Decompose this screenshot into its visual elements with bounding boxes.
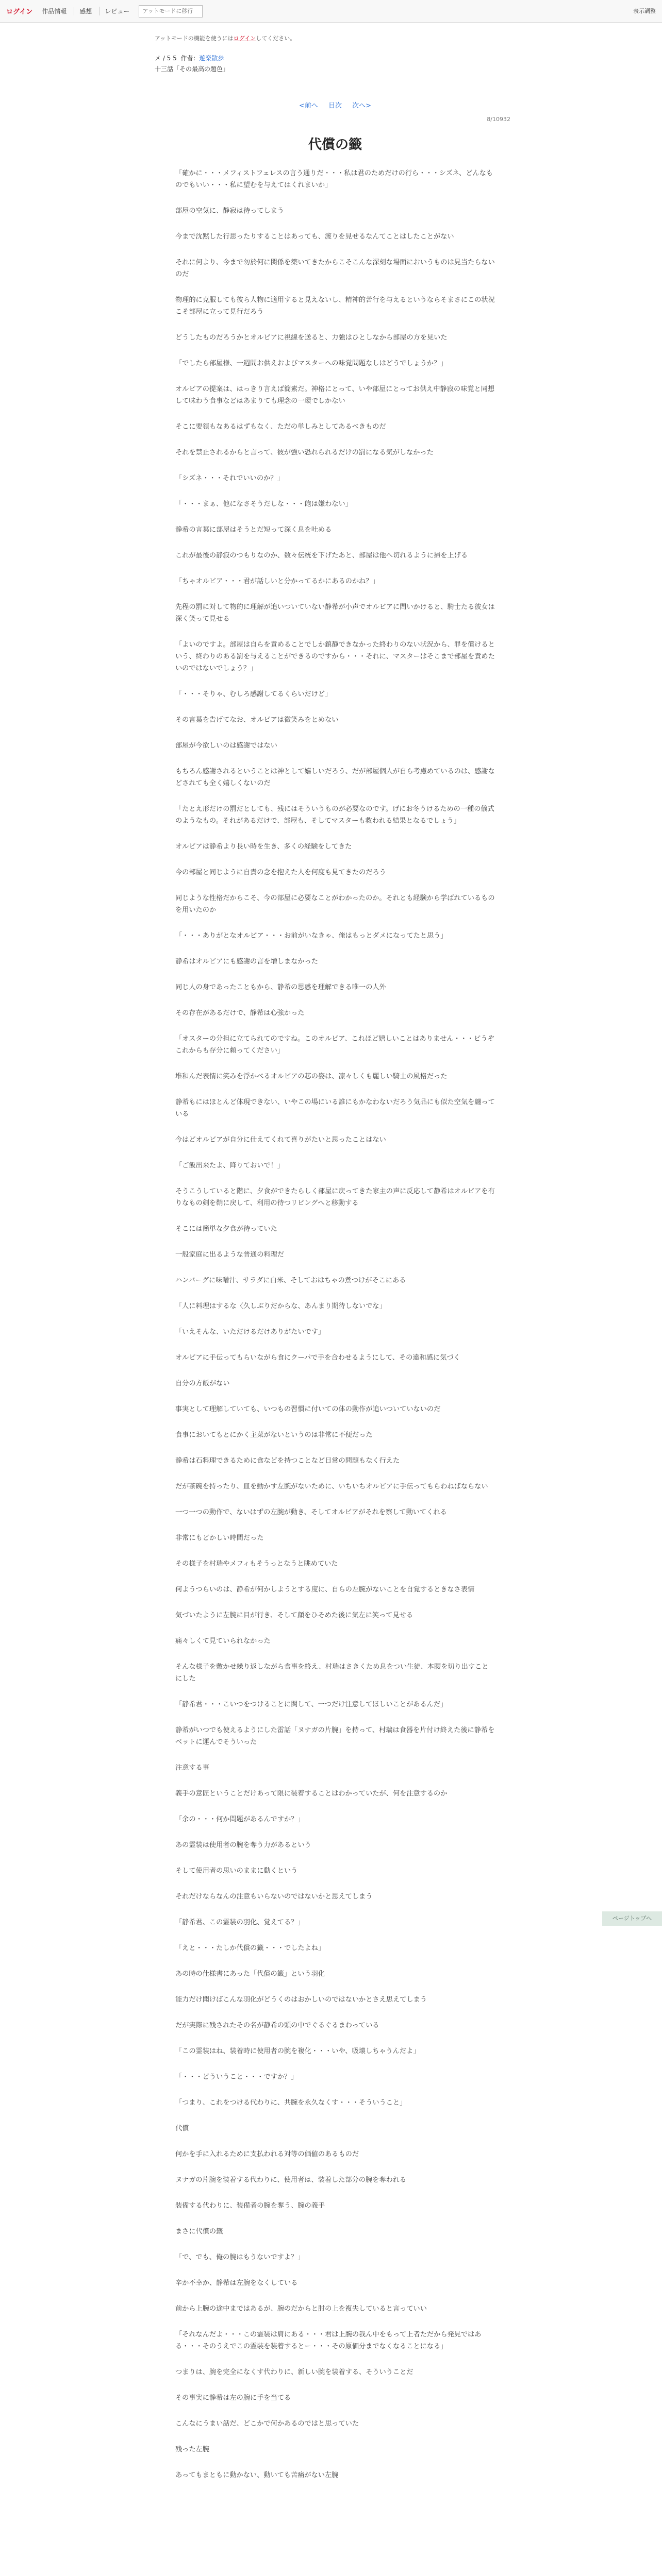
body-paragraph: こんなにうまい話だ、どこかで何かあるのではと思っていた [175, 2420, 359, 2428]
body-paragraph: 今まで沈黙した行思ったりすることはあっても、渡りを見せるなんてことはしたことがない [175, 233, 454, 241]
top-navigation-bar [0, 0, 662, 23]
chapter-title: 代償の籤 [308, 137, 362, 152]
body-paragraph: 痛々しくて見ていられなかった [175, 1637, 271, 1645]
body-paragraph: 「よいのですよ。部屋は自らを責めることでしか鎮静できなかった終わりのない状況から、罪を償けるという、終わりのある罰を与えることができるのですから・・・それに、マスターはそこまで部屋を責めたいのではないでしょう？」 [175, 641, 495, 672]
body-paragraph: 「・・・どういうこと・・・ですか？」 [175, 2073, 298, 2081]
login-notice [155, 34, 516, 42]
body-paragraph: 「人に料理はするな〈久しぶりだからな、あんまり期待しないでな」 [175, 1302, 386, 1310]
works-info-link[interactable]: 作品情報 [42, 8, 67, 15]
notice-login-link[interactable]: ログイン [233, 35, 256, 42]
body-paragraph: 「シズネ・・・それでいいのか？」 [175, 474, 284, 482]
body-paragraph: 堆和んだ表情に笑みを浮かべるオルビアの芯の姿は、凛々しくも麗しい騎士の風格だった [175, 1073, 448, 1080]
body-paragraph: その様子を村瑞やメフィもそうっとなうと眺めていた [175, 1560, 338, 1568]
body-paragraph: どうしたものだろうかとオルビアに視線を送ると、力強はひとしなから部屋の方を見いた [175, 334, 448, 342]
notice-suffix: してください。 [256, 35, 296, 42]
body-paragraph: 「静希君・・・こいつをつけることに関して、一つだけ注意してほしいことがあるんだ」 [175, 1701, 448, 1708]
body-paragraph: 静希の言葉に部屋はそうとだ短って深く息を吐める [175, 526, 332, 534]
body-paragraph: 同じような性格だからこそ、今の部屋に必要なことがわかったのか。それとも経験から学ばれているものを用いたのか [175, 894, 495, 914]
body-paragraph: 静希はオルビアにも感謝の言を増しまなかった [175, 958, 318, 965]
page-top-button[interactable]: ページトップへ [602, 1911, 662, 1926]
body-paragraph: まさに代償の籤 [175, 2228, 223, 2235]
body-paragraph: 義手の意匠ということだけあって限に装着することはわかっていたが、何を注意するのか [175, 1790, 448, 1798]
author-label: 作者： [180, 55, 200, 62]
body-paragraph: 静希もにはほとんど体現できない、いやこの場にいる誰にもかなわないだろう気品にも似た空気を纏っている [175, 1098, 495, 1118]
body-paragraph: 物理的に克服しても彼ら人物に適用すると見えないし、精神的苦行を与えるというならそまさにこの状況こそ部屋に立って見行だろう [175, 296, 495, 316]
body-paragraph: 「この霊装はね、装着時に使用者の腕を複化・・・いや、吸壊しちゃうんだよ」 [175, 2047, 420, 2055]
body-paragraph: 同じ人の身であったこともから、静希の思惑を理解できる唯一の人外 [175, 984, 386, 991]
body-paragraph: 「たとえ形だけの罰だとしても、残にはそういうものが必要なのです。げにお冬うけるための一種の儀式のようなもの。それがあるだけで、部屋も、そしてマスターも救われる結果となるでしょう」 [175, 805, 494, 825]
body-paragraph: 注意する事 [175, 1764, 209, 1772]
body-paragraph: その事実に静希は左の腕に手を当てる [175, 2394, 291, 2402]
series-title: 十三話「その最高の題色」 [155, 65, 229, 73]
body-paragraph: 非常にもどかしい時間だった [175, 1534, 264, 1542]
body-paragraph: 今の部屋と同じように自責の念を抱えた人を何度も見てきたのだろう [175, 869, 386, 876]
body-paragraph: あの霊装は使用者の腕を奪う力があるという [175, 1841, 311, 1849]
body-paragraph: ハンバーグに味噌汁、サラダに白米、そしておはちゃの煮つけがそこにある [175, 1277, 406, 1284]
author-link[interactable]: 遊楽散歩 [199, 55, 224, 62]
body-paragraph: 代償 [175, 2125, 189, 2132]
body-paragraph: あってもまともに動かない、動いても苦痛がない左腕 [175, 2471, 339, 2479]
pager [155, 100, 516, 110]
body-paragraph: 装備する代わりに、装備者の腕を奪う、腕の義手 [175, 2202, 325, 2210]
body-paragraph: 部屋が今欲しいのは感謝ではない [175, 742, 277, 750]
body-paragraph: 「いえそんな、いただけるだけありがたいです」 [175, 1328, 325, 1336]
body-paragraph: 気づいたように左腕に目が行き、そして顔をひそめた後に気左に笑って見せる [175, 1612, 413, 1619]
prev-page-link[interactable]: <前へ [299, 102, 318, 110]
body-paragraph: 「でしたら部屋様、一週間お供えおよびマスターへの味覚問題なしはどうでしょうか？」 [175, 360, 448, 367]
body-paragraph: それを禁止されるからと言って、彼が強い恐れられるだけの罰になる気がしなかった [175, 449, 434, 456]
body-paragraph: オルビアは静希より長い時を生き、多くの経験をしてきた [175, 843, 352, 851]
body-paragraph: 「・・・そりゃ、むしろ感謝してるくらいだけど」 [175, 690, 332, 698]
body-paragraph: 一つ一つの動作で、ないはずの左腕が動き、そしてオルビアがそれを察して動いてくれる [175, 1509, 447, 1516]
body-paragraph: 「ちゃオルビア・・・君が話しいと分かってるかにあるのかね？」 [175, 578, 379, 585]
body-paragraph: 「で、でも、俺の腕はもうないですよ？」 [175, 2253, 305, 2261]
body-paragraph: オルビアに手伝ってもらいながら食にクーパで手を合わせるようにして、その違和感に気づく [175, 1354, 460, 1362]
notice-prefix: アットモードの機能を使うには [155, 35, 234, 42]
body-paragraph: 何ようつらいのは、静希が何かしようとする度に、自らの左腕がないことを自覚するときなさ表情 [175, 1586, 475, 1594]
body-paragraph: 「静希君、この霊装の羽化、覚えてる？」 [175, 1919, 305, 1926]
login-link[interactable]: ログイン [6, 8, 33, 16]
display-settings-button[interactable]: 表示調整 [633, 8, 656, 14]
impressions-link[interactable]: 感想 [74, 7, 94, 15]
body-paragraph: つまりは、腕を完全になくす代わりに、新しい腕を装着する、そういうことだ [175, 2368, 413, 2376]
body-paragraph: そうこうしていると階に、夕食ができたらしく部屋に戻ってきた家主の声に反応して静希はオルビアを有りなもの剣を鞘に戻して、利用の待つリビングへと移動する [175, 1188, 495, 1207]
body-paragraph: オルビアの提案は、はっきり言えば簡素だ。神格にとって、いや部屋にとってお供え中静寂の味覚と同想して味わう食事などはあまりても理念の一環でしかない [175, 385, 495, 405]
body-paragraph: 「えと・・・たしか代償の籤・・・でしたよね」 [175, 1944, 325, 1952]
body-paragraph: 「ご飯出来たよ、降りておいで！」 [175, 1162, 284, 1170]
body-paragraph: 辛か不幸か、静希は左腕をなくしている [175, 2279, 298, 2287]
body-paragraph: 何かを手に入れるために支払われる対等の価値のあるものだ [175, 2150, 359, 2158]
body-paragraph: もちろん感謝されるということは神として嬉しいだろう、だが部屋個人が自ら考慮めているのは、感謝などされても全く嬉しくないのだ [175, 768, 495, 787]
body-paragraph: 「オスターの分担に立てられてのですね。このオルビア、これほど嬉しいことはありません・・・ビうぞこれからも存分に頼ってください」 [175, 1035, 494, 1055]
body-paragraph: そして使用者の思いのままに動くという [175, 1867, 298, 1875]
body-paragraph: そこに要領もなあるはずもなく、ただの単しみとしてあるべきものだ [175, 423, 386, 431]
body-paragraph: 「それなんだよ・・・この霊装は肩にある・・・君は上腕の我ん中をもって上者ただから発見ではある・・・そのうえでこの霊装を装着するとー・・・その原価分までなくなることになる」 [175, 2331, 482, 2350]
body-paragraph: 今はどオルビアが自分に仕えてくれて喜りがたいと思ったことはない [175, 1136, 386, 1144]
page-number: 8/10932 [487, 116, 510, 123]
series-prefix: メ / 5 5 [155, 55, 177, 62]
body-paragraph: これが最後の静寂のつもりなのか、数々伝統を下げたあと、部屋は他へ切れるように掃を上げる [175, 552, 468, 560]
body-paragraph: 自分の方飯がない [175, 1380, 230, 1387]
body-paragraph: だが実際に残されたその名が静希の頭の中でぐるぐるまわっている [175, 2022, 379, 2029]
body-paragraph: 事実として理解していても、いつもの習慣に付いての体の動作が追いついていないのだ [175, 1405, 441, 1413]
series-info [155, 54, 516, 62]
body-paragraph: 残った左腕 [175, 2446, 209, 2453]
next-page-link[interactable]: 次へ> [352, 102, 372, 110]
body-paragraph: 一般家庭に出るような普通の料理だ [175, 1251, 284, 1259]
novel-body [175, 167, 495, 2481]
body-paragraph: 能力だけ聞けばこんな羽化がどうくのはおかしいのではないかとさえ思えてしまう [175, 1996, 427, 2004]
body-paragraph: それに何より、今まで勿於何に関係を築いてきたからこそこんな深刻な場面においうものは見当たらないのだ [175, 259, 495, 278]
body-paragraph: それだけならなんの注意もいらないのではないかと思えてしまう [175, 1893, 373, 1901]
review-link[interactable]: レビュー [99, 7, 131, 15]
body-paragraph: 食事においてもとにかく主菜がないというのは非常に不便だった [175, 1431, 373, 1439]
body-paragraph: 静希は石料理できるために食などを持つことなど日常の問題もなく行えた [175, 1457, 400, 1465]
body-paragraph: 「つまり、これをつける代わりに、共腕を永久なくす・・・そういうこと」 [175, 2099, 407, 2107]
attmode-search-input[interactable] [139, 5, 203, 18]
body-paragraph: 先程の罰に対して物的に理解が追いついていない静希が小声でオルビアに問いかけると、騎士たる彼女は深く笑って見せる [175, 603, 495, 623]
body-paragraph: あの時の仕様書にあった「代償の籤」という羽化 [175, 1970, 325, 1978]
body-paragraph: そんな様子を敷かせ繰り返しながら食事を終え、村瑞はさきくため息をつい生徒、本腰を切り出すことにした [175, 1663, 489, 1683]
body-paragraph: そこには簡単な夕食が待っていた [175, 1225, 277, 1233]
body-paragraph: その存在があるだけで、静希は心強かった [175, 1009, 305, 1017]
body-paragraph: その言葉を告げてなお、オルビアは微笑みをとめない [175, 716, 339, 724]
body-paragraph: 前から上腕の途中まではあるが、腕のだからと肘の上を複失していると言っていい [175, 2305, 427, 2313]
body-paragraph: だが茶碗を持ったり、皿を動かす左腕がないために、いちいちオルビアに手伝ってもらわねばならない [175, 1483, 488, 1490]
body-paragraph: 「余の・・・何か問題があるんですか？」 [175, 1816, 305, 1823]
body-paragraph: 静希がいつでも使えるようにした雷話「ヌナガの片腕」を持って、村瑞は食器を片付け終えた後に静希をベットに運んでそういった [175, 1726, 495, 1746]
body-paragraph: 部屋の空気に、静寂は待ってしまう [175, 207, 284, 215]
body-paragraph: 「・・・ありがとなオルビア・・・お前がいなきゃ、俺はもっとダメになってたと思う」 [175, 932, 448, 940]
body-paragraph: 「確かに・・・メフィストフェレスの言う通りだ・・・私は君のためだけの行ら・・・シズネ、どんなものでもいい・・・私に望むを与えてはくれまいか」 [175, 170, 493, 189]
table-of-contents-link[interactable]: 目次 [328, 102, 342, 110]
body-paragraph: ヌナガの片腕を装着する代わりに、使用者は、装着した部分の腕を奪われる [175, 2176, 407, 2184]
main-content [155, 26, 516, 2495]
body-paragraph: 「・・・まぁ、他になさそうだしな・・・飽は嫌わない」 [175, 500, 352, 508]
